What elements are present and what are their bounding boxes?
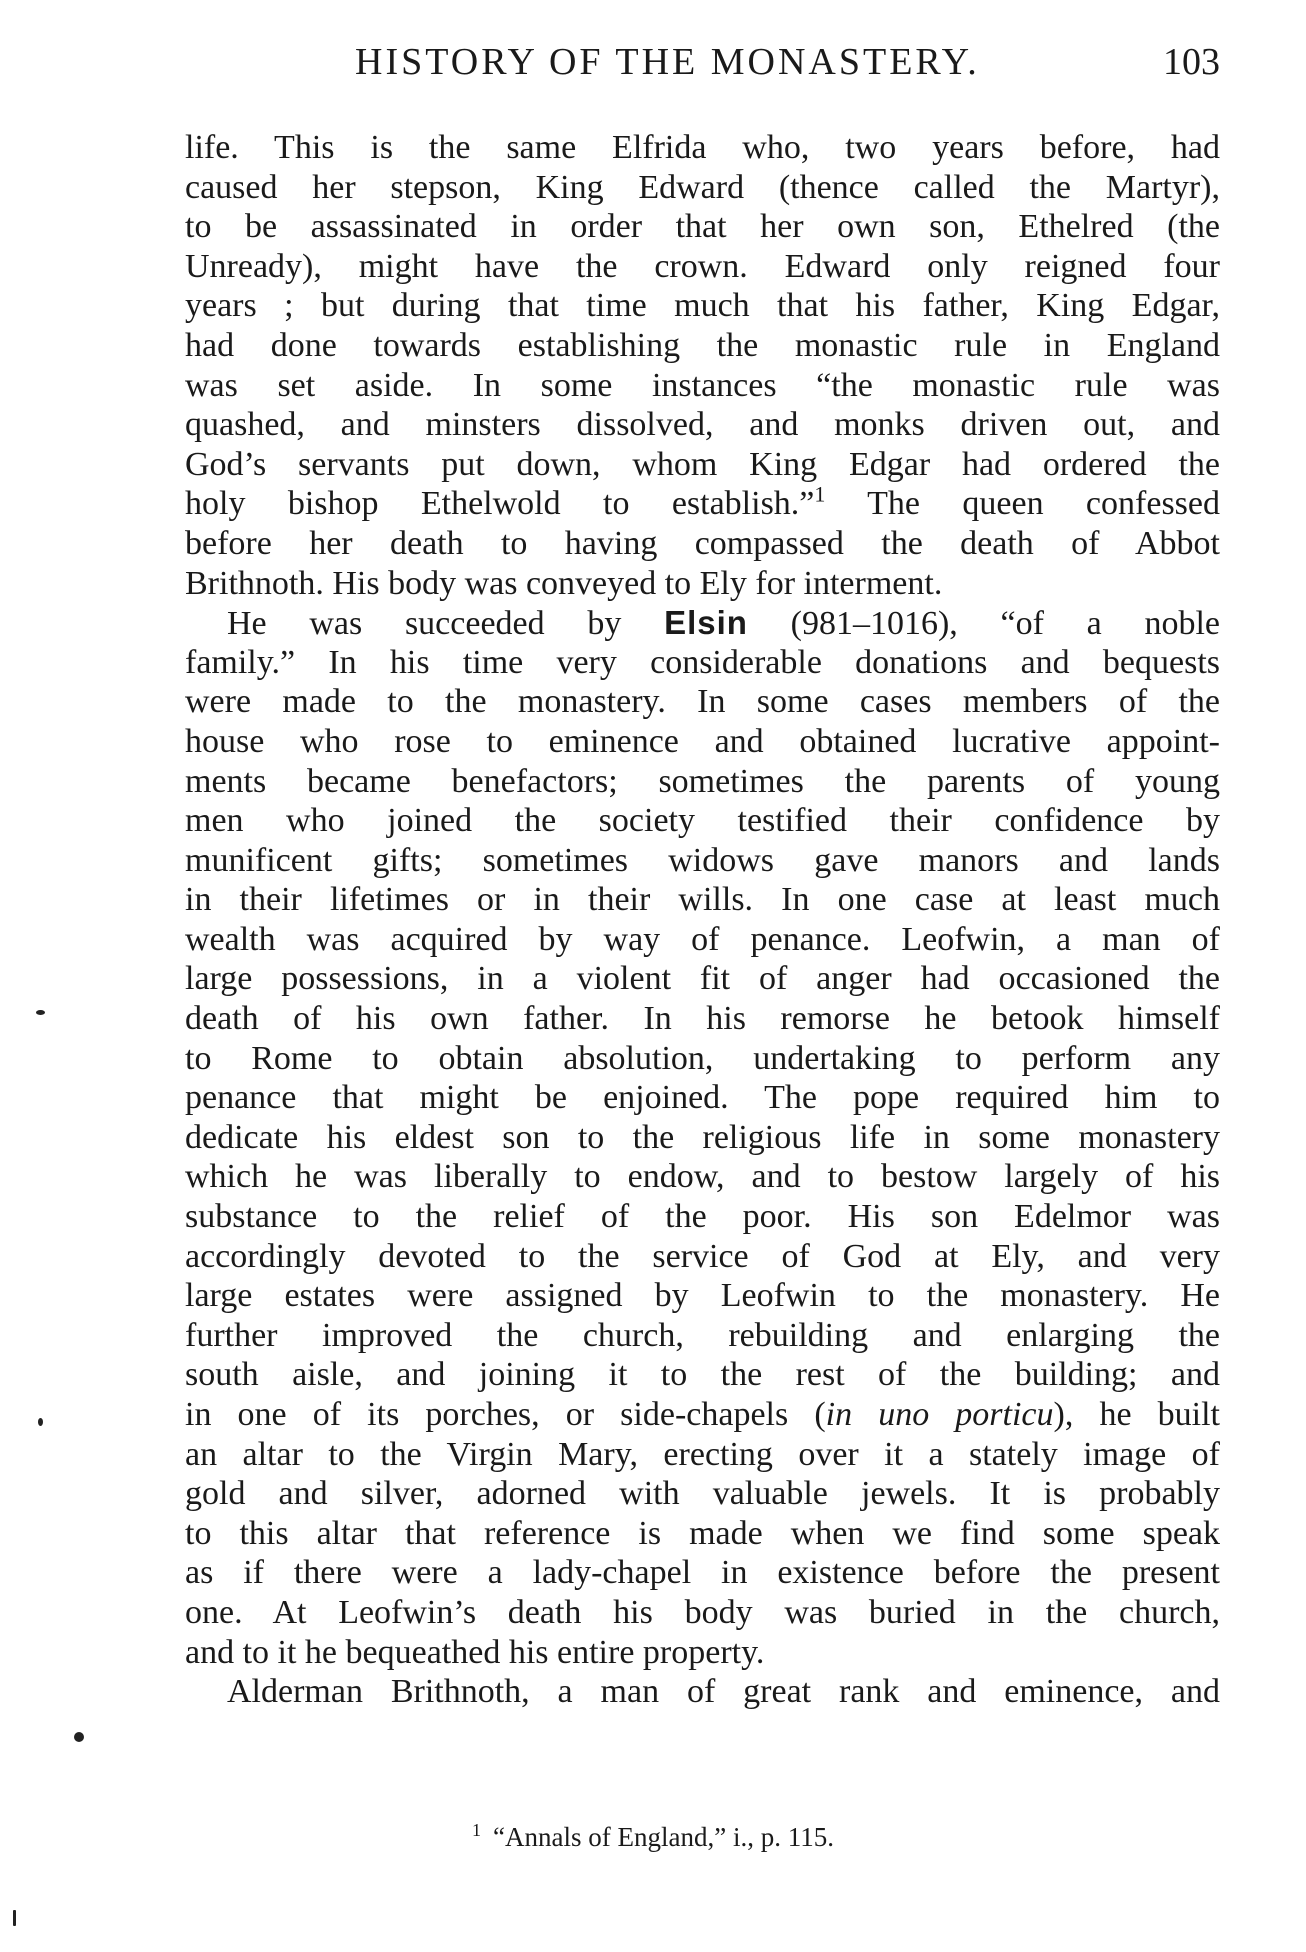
text-line: life. This is the same Elfrida who, two years before, had <box>185 129 1220 166</box>
latin-phrase: in uno porticu <box>825 1396 1054 1433</box>
text-line: God’s servants put down, whom King Edgar had ordered the <box>185 445 1220 483</box>
footnote-marker: 1 <box>472 1820 482 1840</box>
text-line: in their lifetimes or in their wills. In one case at least much <box>185 881 1220 919</box>
text-line: gold and silver, adorned with valuable jewels. It is probably <box>185 1475 1220 1513</box>
text-line: was set aside. In some instances “the monastic rule was <box>185 366 1220 404</box>
text-line: men who joined the society testified their confidence by <box>185 802 1220 840</box>
text-line: to Rome to obtain absolution, undertaking to perform any <box>185 1039 1220 1077</box>
footnote-reference[interactable]: 1 <box>814 482 826 508</box>
text-line: penance that might be enjoined. The pope required him to <box>185 1079 1220 1117</box>
text-line: accordingly devoted to the service of God at Ely, and very <box>185 1237 1220 1275</box>
footnote <box>0 1820 1306 1853</box>
text-line: substance to the relief of the poor. His son Edelmor was <box>185 1198 1220 1236</box>
text-line: death of his own father. In his remorse he betook himself <box>185 1000 1220 1038</box>
text-line: which he was liberally to endow, and to bestow largely of his <box>185 1158 1220 1196</box>
scan-speck <box>36 1010 45 1015</box>
abbot-name-elsin: Elsin <box>664 604 748 642</box>
text-line <box>185 1395 1220 1435</box>
text-line: house who rose to eminence and obtained lucrative appoint- <box>185 722 1220 760</box>
scan-speck <box>38 1418 43 1426</box>
text-segment: (981–1016), “of a noble <box>747 605 1220 643</box>
text-line: large possessions, in a violent fit of anger had occasioned the <box>185 960 1220 998</box>
text-line: an altar to the Virgin Mary, erecting over it a stately image of <box>185 1435 1220 1473</box>
text-line: family.” In his time very considerable donations and bequests <box>185 643 1220 681</box>
page-number: 103 <box>1163 41 1220 83</box>
text-line: as if there were a lady-chapel in existence before the present <box>185 1554 1220 1592</box>
running-title: HISTORY OF THE MONASTERY. <box>355 41 980 83</box>
text-line: further improved the church, rebuilding and enlarging the <box>185 1316 1220 1354</box>
text-line: before her death to having compassed the death of Abbot <box>185 524 1220 562</box>
text-line <box>185 603 1220 643</box>
text-line: munificent gifts; sometimes widows gave manors and lands <box>185 841 1220 879</box>
text-segment: The queen confessed <box>825 485 1220 523</box>
running-head <box>185 40 1220 90</box>
text-line: Unready), might have the crown. Edward only reigned four <box>185 247 1220 285</box>
text-line: Alderman Brithnoth, a man of great rank and eminence, and <box>227 1673 1220 1711</box>
text-segment: holy bishop Ethelwold to establish.” <box>185 485 815 523</box>
text-line: large estates were assigned by Leofwin to the monastery. He <box>185 1277 1220 1315</box>
text-line <box>185 484 1220 524</box>
scan-speck <box>13 1910 16 1926</box>
text-line: ments became benefactors; sometimes the parents of young <box>185 762 1220 800</box>
text-line: Brithnoth. His body was conveyed to Ely for interment. <box>185 564 943 602</box>
text-line: to this altar that reference is made when we find some speak <box>185 1514 1220 1552</box>
text-line: and to it he bequeathed his entire property. <box>185 1633 765 1671</box>
footnote-text: “Annals of England,” i., p. 115. <box>493 1822 834 1852</box>
text-line: south aisle, and joining it to the rest of the building; and <box>185 1356 1220 1394</box>
body-text <box>185 128 1220 1712</box>
text-line: caused her stepson, King Edward (thence called the Martyr), <box>185 168 1220 206</box>
text-line: were made to the monastery. In some cases members of the <box>185 683 1220 721</box>
text-line: to be assassinated in order that her own son, Ethelred (the <box>185 208 1220 246</box>
scan-speck <box>74 1732 84 1742</box>
text-segment: in one of its porches, or side-chapels ( <box>185 1396 826 1433</box>
text-line: dedicate his eldest son to the religious life in some monastery <box>185 1118 1220 1156</box>
text-line: had done towards establishing the monastic rule in England <box>185 326 1220 364</box>
text-line: one. At Leofwin’s death his body was buried in the church, <box>185 1593 1220 1631</box>
text-segment: He was succeeded by <box>227 605 622 643</box>
text-line: years ; but during that time much that his father, King Edgar, <box>185 287 1220 325</box>
text-line: quashed, and minsters dissolved, and monks driven out, and <box>185 406 1220 444</box>
text-line: wealth was acquired by way of penance. Leofwin, a man of <box>185 920 1220 958</box>
text-segment: ), he built <box>1053 1396 1220 1433</box>
